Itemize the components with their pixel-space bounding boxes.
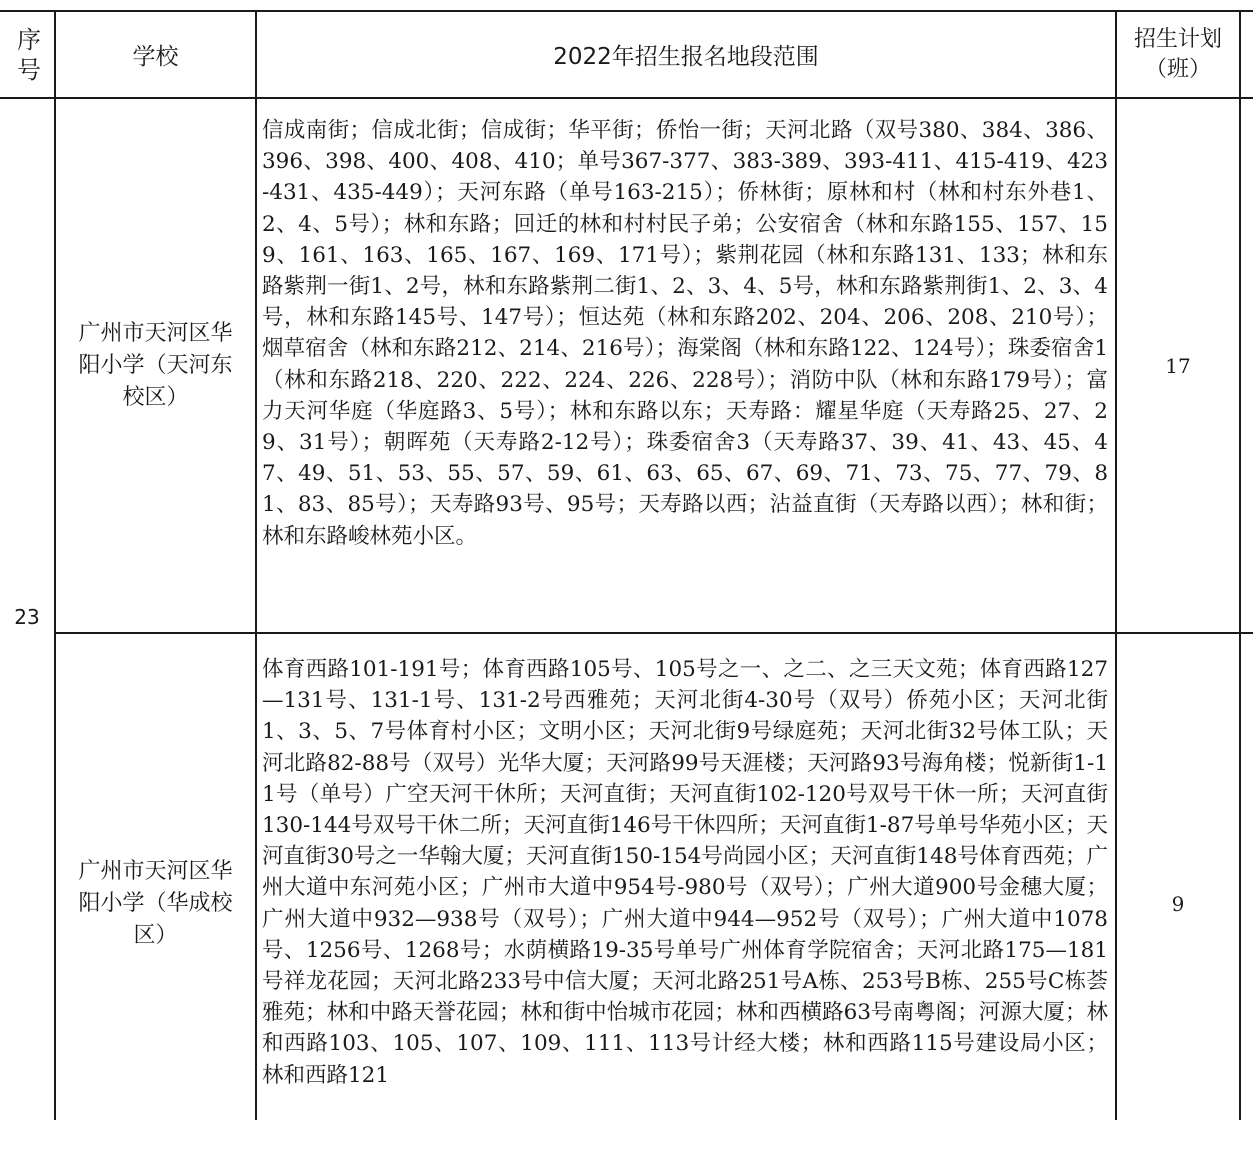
header-range: 2022年招生报名地段范围: [553, 44, 819, 70]
header-range-cell: [257, 12, 1115, 97]
header-seq: 序号: [17, 25, 41, 84]
plan-count: 17: [1165, 353, 1191, 378]
table-row-1-plan-cell: [1117, 99, 1239, 632]
col-divider-school: [255, 10, 257, 1120]
seq-number: 23: [14, 605, 40, 629]
table-row-2-plan-cell: [1117, 634, 1239, 1174]
table-row-1-school-cell: [56, 99, 255, 632]
table-row-2-range: 体育西路101-191号；体育西路105号、105号之一、之二、之三天文苑；体育西路127—131号、131-1号、131-2号西雅苑；天河北街4-30号（双号）侨苑小区；天河北街1、3、5、7号体育村小区；文明小区；天河北街9号绿庭苑；天河北街32号体工队；天河北路82-88号（双号）光华大厦；天河路99号天涯楼；天河路93号海角楼；悦新街1-11号（单号）广空天河干休所；天河直街；天河直街102-120号双号干休一所；天河直街130-144号双号干休二所；天河直街146号干休四所；天河直街1-87号单号华苑小区；天河直街30号之一华翰大厦；天河直街150-154号尚园小区；天河直街148号体育西苑；广州大道中东河苑小区；广州市大道中954号-980号（双号）；广州大道900号金穗大厦；广州大道中932—938号（双号）；广州大道中944—952号（双号）；广州大道中1078号、1256号、1268号；水荫横路19-35号单号广州体育学院宿舍；天河北路175—181号祥龙花园；天河北路233号中信大厦；天河北路251号A栋、253号B栋、255号C栋荟雅苑；林和中路天誉花园；林和街中怡城市花园；林和西横路63号南粤阁；河源大厦；林和西路103、105、107、109、111、113号计经大楼；林和西路115号建设局小区；林和西路121: [262, 657, 1108, 1088]
header-plan-line1: 招生计划: [1133, 26, 1222, 52]
header-school-cell: [56, 12, 255, 97]
table-row-1-range: 信成南街；信成北街；信成街；华平街；侨怡一街；天河北路（双号380、384、386、396、398、400、408、410；单号367-377、383-389、393-411、415-419、423-431、435-449）；天河东路（单号163-215）；侨林街；原林和村（林和村东外巷1、2、4、5号）；林和东路；回迁的林和村村民子弟；公安宿舍（林和东路155、157、159、161、163、165、167、169、171号）；紫荆花园（林和东路131、133；林和东路紫荆一街1、2号，林和东路紫荆二街1、2、3、4、5号，林和东路紫荆街1、2、3、4号，林和东路145号、147号）；恒达苑（林和东路202、204、206、208、210号）；烟草宿舍（林和东路212、214、216号）；海棠阁（林和东路122、124号）；珠委宿舍1（林和东路218、220、222、224、226、228号）；消防中队（林和东路179号）；富力天河华庭（华庭路3、5号）；林和东路以东；天寿路：耀星华庭（天寿路25、27、29、31号）；朝晖苑（天寿路2-12号）；珠委宿舍3（天寿路37、39、41、43、45、47、49、51、53、55、57、59、61、63、65、67、69、71、73、75、77、79、81、83、85号）；天寿路93号、95号；天寿路以西；沾益直街（天寿路以西）；林和街；林和东路峻林苑小区。: [262, 118, 1108, 549]
header-plan-cell: [1117, 12, 1239, 97]
header-seq-cell: [0, 12, 54, 97]
seq-number-cell: [0, 99, 54, 1135]
table-row-2-school-cell: [56, 634, 255, 1174]
plan-count: 9: [1171, 892, 1185, 916]
col-divider-plan: [1239, 10, 1241, 1120]
school-name: 广州市天河区华阳小学（华成校区）: [78, 859, 233, 948]
school-name: 广州市天河区华阳小学（天河东校区）: [78, 320, 233, 410]
header-school: 学校: [132, 44, 179, 70]
header-plan-line2: （班）: [1144, 56, 1211, 82]
